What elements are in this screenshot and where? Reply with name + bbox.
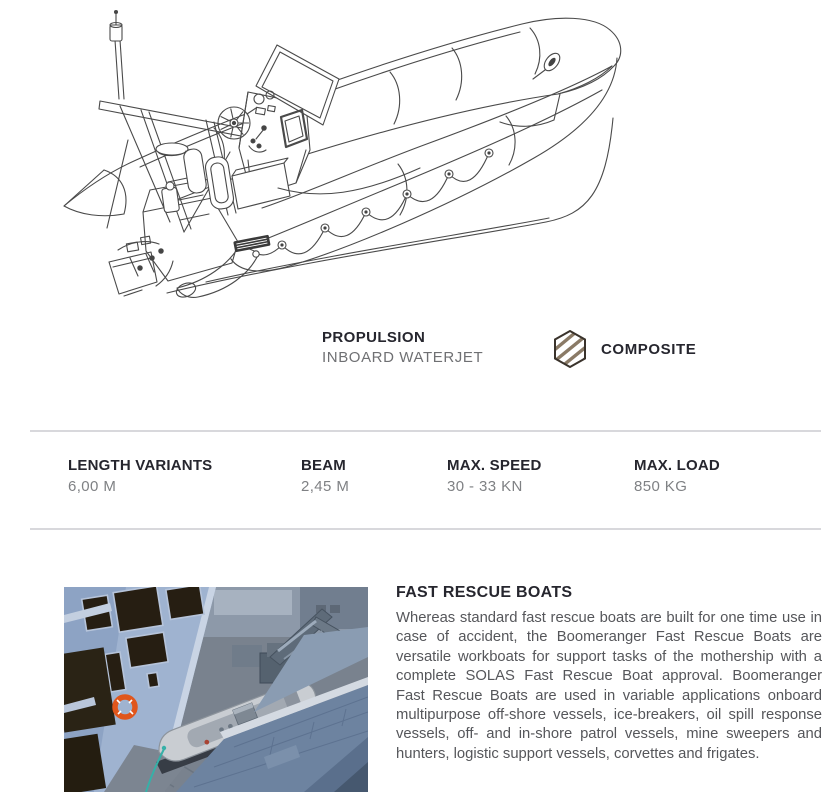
centre-console bbox=[218, 45, 420, 209]
boat-line-drawing bbox=[0, 0, 830, 320]
article-title: FAST RESCUE BOATS bbox=[396, 584, 573, 601]
composite-hexagon-icon bbox=[553, 330, 587, 368]
spec-value: 30 - 33 KN bbox=[447, 478, 523, 495]
spec-label: MAX. SPEED bbox=[447, 457, 542, 474]
propulsion-value: INBOARD WATERJET bbox=[322, 349, 484, 366]
spec-value: 2,45 M bbox=[301, 478, 350, 495]
article-body: Whereas standard fast rescue boats are built for one time use in case of accident, the Boomeranger Fast Rescue Boats are versatile workboats for support tasks of the mothership with a complete SOLAS Fast Rescue Boat approval. Boomeranger Fast Rescue Boats are used in variable applications onboard multipurpose off-shore vessels, ice-breakers, oil spill response vessels, off- and in-shore patrol vessels, mine sweepers and hunters, logistic support vessels, corvettes and frigates. bbox=[396, 610, 822, 762]
hull bbox=[143, 118, 613, 300]
spec-label: MAX. LOAD bbox=[634, 457, 720, 474]
spec-beam bbox=[301, 457, 349, 496]
specs-row bbox=[0, 457, 830, 507]
spec-label: LENGTH VARIANTS bbox=[68, 457, 213, 474]
spec-value: 6,00 M bbox=[68, 478, 117, 495]
spec-max-load bbox=[634, 457, 720, 496]
waterjet-drive bbox=[109, 236, 173, 296]
divider-line-top bbox=[30, 430, 821, 432]
propulsion-block bbox=[322, 328, 483, 368]
port-tube bbox=[64, 18, 621, 216]
spec-value: 850 KG bbox=[634, 478, 688, 495]
spec-length-variants bbox=[68, 457, 212, 496]
divider-line-bottom bbox=[30, 528, 821, 530]
propulsion-label: PROPULSION bbox=[322, 329, 426, 346]
boat-line-drawing-svg bbox=[0, 0, 830, 320]
material-block bbox=[553, 330, 696, 368]
rescue-boat-photo bbox=[64, 587, 368, 792]
rescue-boat-photo-svg bbox=[64, 587, 368, 792]
material-label: COMPOSITE bbox=[601, 340, 697, 358]
spec-label: BEAM bbox=[301, 457, 346, 474]
article-block bbox=[396, 583, 822, 764]
spec-max-speed bbox=[447, 457, 542, 496]
